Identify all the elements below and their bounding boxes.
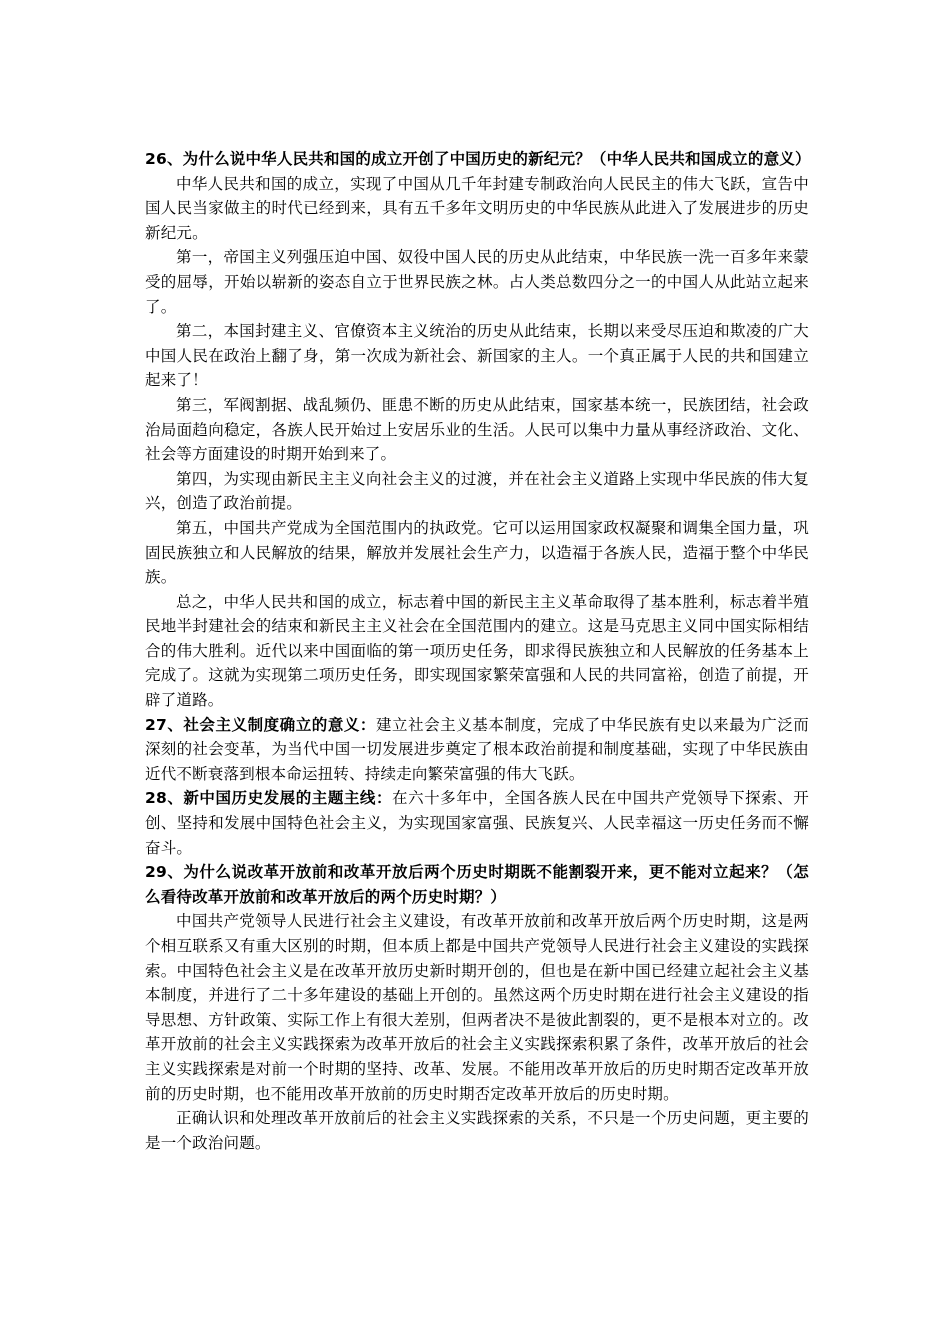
q29-paragraph-conclusion: 正确认识和处理改革开放前后的社会主义实践探索的关系，不只是一个历史问题，更主要的是一个政治问题。: [145, 1109, 809, 1152]
q26-paragraph-first: 第一，帝国主义列强压迫中国、奴役中国人民的历史从此结束，中华民族一洗一百多年来蒙受的屈辱，开始以崭新的姿态自立于世界民族之林。占人类总数四分之一的中国人从此站立起来了。: [145, 248, 809, 316]
question-29-heading: 29、为什么说改革开放前和改革开放后两个历史时期既不能割裂开来，更不能对立起来？（怎么看待改革开放前和改革开放后的两个历史时期？）: [145, 863, 809, 906]
q26-paragraph-third: 第三，军阀割据、战乱频仍、匪患不断的历史从此结束，国家基本统一，民族团结，社会政治局面趋向稳定，各族人民开始过上安居乐业的生活。人民可以集中力量从事经济政治、文化、社会等方面建设的时期开始到来了。: [145, 395, 809, 464]
question-27: [145, 713, 809, 787]
question-27-text: 建立社会主义基本制度，完成了中华民族有史以来最为广泛而深刻的社会变革，为当代中国一切发展进步奠定了根本政治前提和制度基础，实现了中华民族由近代不断衰落到根本命运扭转、持续走向繁荣富强的伟大飞跃。: [145, 715, 809, 783]
q26-paragraph-fifth: 第五，中国共产党成为全国范围内的执政党。它可以运用国家政权凝聚和调集全国力量，巩固民族独立和人民解放的结果，解放并发展社会生产力，以造福于各族人民，造福于整个中华民族。: [145, 518, 809, 587]
document-body: [145, 147, 809, 1155]
q26-paragraph-intro: 中华人民共和国的成立，实现了中国从几千年封建专制政治向人民民主的伟大飞跃，宣告中国人民当家做主的时代已经到来，具有五千多年文明历史的中华民族从此进入了发展进步的历史新纪元。: [145, 174, 809, 242]
question-28: [145, 786, 809, 860]
q26-paragraph-second: 第二，本国封建主义、官僚资本主义统治的历史从此结束，长期以来受尽压迫和欺凌的广大中国人民在政治上翻了身，第一次成为新社会、新国家的主人。一个真正属于人民的共和国建立起来了！: [145, 322, 809, 390]
question-27-lead: 27、社会主义制度确立的意义：: [145, 715, 376, 734]
question-26-heading: 26、为什么说中华人民共和国的成立开创了中国历史的新纪元？（中华人民共和国成立的意义）: [145, 150, 811, 168]
question-28-text: 在六十多年中，全国各族人民在中国共产党领导下探索、开创、坚持和发展中国特色社会主义，为实现国家富强、民族复兴、人民幸福这一历史任务而不懈奋斗。: [145, 789, 809, 857]
q29-paragraph-main: 中国共产党领导人民进行社会主义建设，有改革开放前和改革开放后两个历史时期，这是两个相互联系又有重大区别的时期，但本质上都是中国共产党领导人民进行社会主义建设的实践探索。中国特色社会主义是在改革开放历史新时期开创的，但也是在新中国已经建立起社会主义基本制度，并进行了二十多年建设的基础上开创的。虽然这两个历史时期在进行社会主义建设的指导思想、方针政策、实际工作上有很大差别，但两者决不是彼此割裂的，更不是根本对立的。改革开放前的社会主义实践探索为改革开放后的社会主义实践探索积累了条件，改革开放后的社会主义实践探索是对前一个时期的坚持、改革、发展。不能用改革开放后的历史时期否定改革开放前的历史时期，也不能用改革开放前的历史时期否定改革开放后的历史时期。: [145, 912, 809, 1103]
question-28-lead: 28、新中国历史发展的主题主线：: [145, 789, 393, 808]
q26-paragraph-summary: 总之，中华人民共和国的成立，标志着中国的新民主主义革命取得了基本胜利，标志着半殖民地半封建社会的结束和新民主主义社会在全国范围内的建立。这是马克思主义同中国实际相结合的伟大胜利。近代以来中国面临的第一项历史任务，即求得民族独立和人民解放的任务基本上完成了。这就为实现第二项历史任务，即实现国家繁荣富强和人民的共同富裕，创造了前提，开辟了道路。: [145, 592, 809, 710]
q26-paragraph-fourth: 第四，为实现由新民主主义向社会主义的过渡，并在社会主义道路上实现中华民族的伟大复兴，创造了政治前提。: [145, 469, 809, 513]
